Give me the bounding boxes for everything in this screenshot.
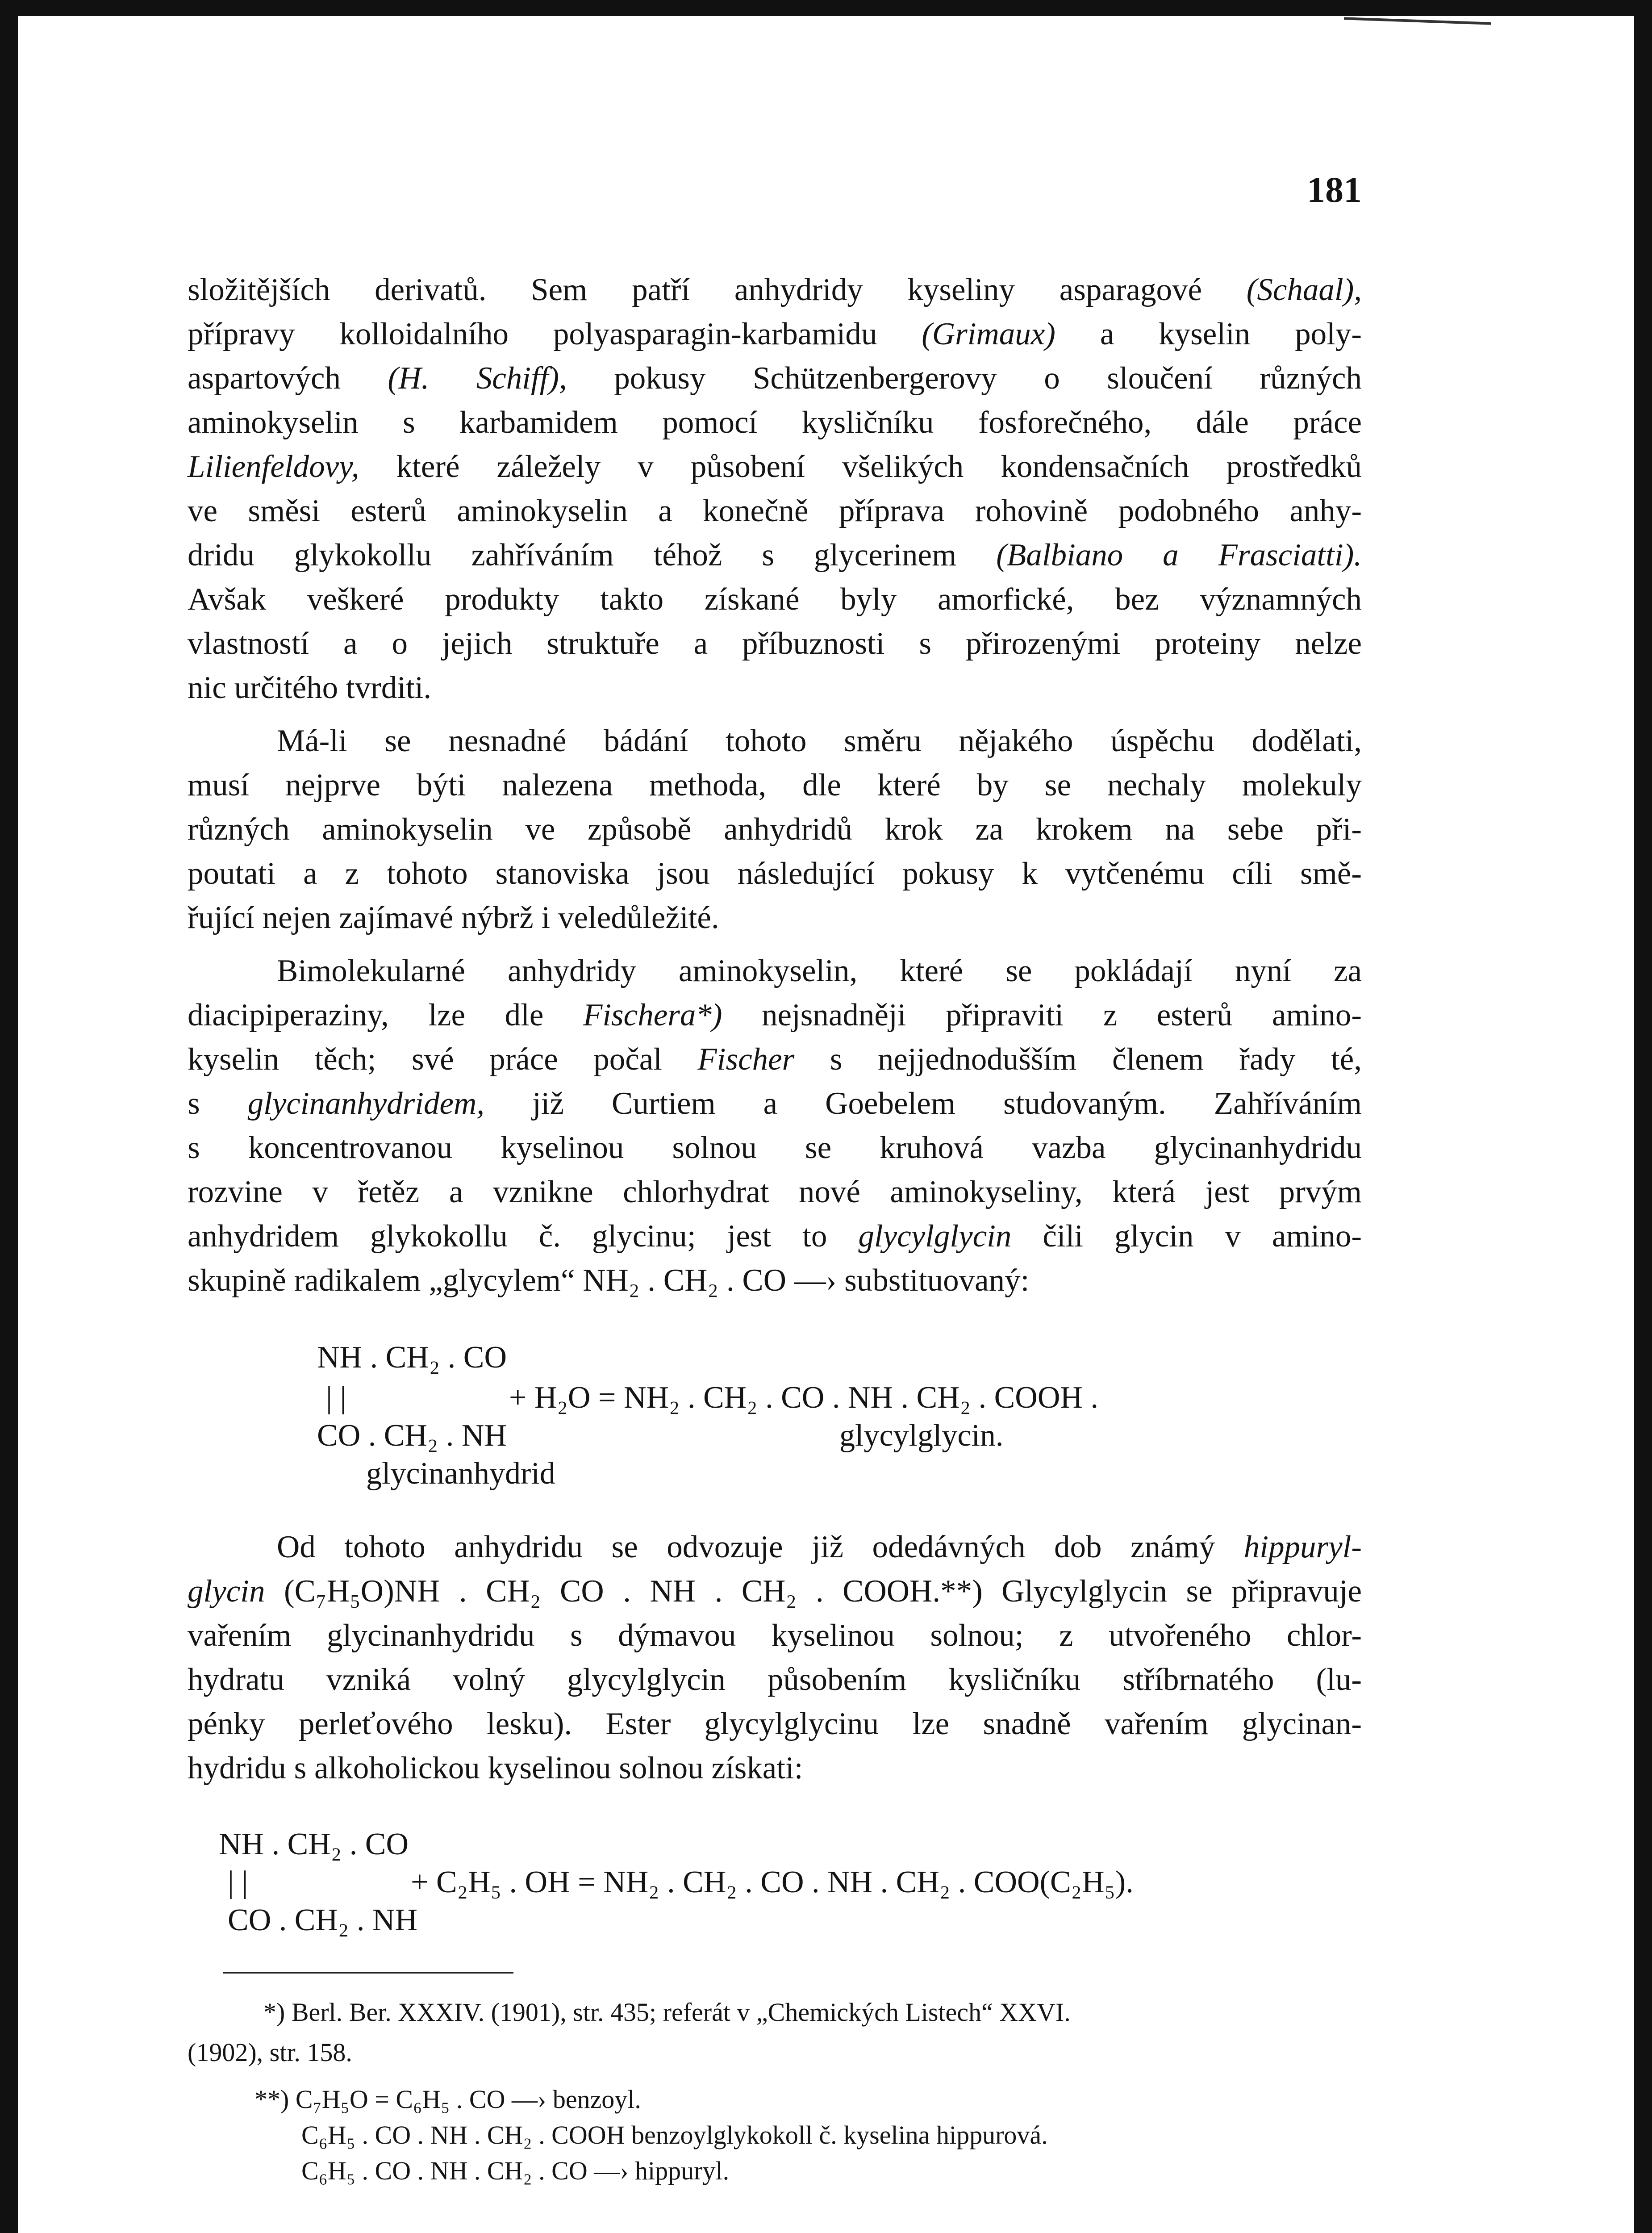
text-line: s koncentrovanou kyselinou solnou se kruhová vazba glycinanhydridu: [188, 1130, 1362, 1165]
page-number: 181: [1307, 169, 1362, 210]
text-line: přípravy kolloidalního polyasparagin-karbamidu (Grimaux) a kyselin poly-: [188, 317, 1362, 351]
text-line: diacipiperaziny, lze dle Fischera*) nejsnadněji připraviti z esterů amino-: [188, 998, 1362, 1033]
text-line: vlastností a o jejich struktuře a příbuznosti s přirozenými proteiny nelze: [188, 626, 1362, 661]
text-line: vařením glycinanhydridu s dýmavou kyselinou solnou; z utvořeného chlor-: [188, 1618, 1362, 1653]
text-line: kyselin těch; své práce počal Fischer s nejjednodušším členem řady té,: [188, 1042, 1362, 1077]
equation-1-reactant-name: glycinanhydrid: [366, 1456, 555, 1491]
footnote-2-line2: C₆H₅ . CO . NH . CH₂ . COOH benzoylglykokoll č. kyselina hippurová.: [301, 2120, 1048, 2149]
equation-2-reaction: + C₂H₅ . OH = NH₂ . CH₂ . CO . NH . CH₂ . COO(C₂H₅).: [411, 1865, 1134, 1899]
text-line: nic určitého tvrditi.: [188, 670, 432, 705]
equation-2-bottom: CO . CH₂ . NH: [228, 1903, 417, 1937]
text-line: musí nejprve býti nalezena methoda, dle které by se nechaly molekuly: [188, 768, 1362, 803]
text-line: Bimolekularné anhydridy aminokyselin, které se pokládají nyní za: [277, 953, 1362, 988]
paragraph-4: [188, 1525, 1362, 1790]
equation-1-bottom: CO . CH₂ . NH: [317, 1418, 507, 1453]
text-line: aspartových (H. Schiff), pokusy Schützenbergerovy o sloučení různých: [188, 361, 1362, 396]
equation-1-top: NH . CH₂ . CO: [317, 1340, 507, 1375]
footnote-1: *) Berl. Ber. XXXIV. (1901), str. 435; referát v „Chemických Listech“ XXVI.: [263, 1998, 1071, 2027]
text-line: složitějších derivatů. Sem patří anhydridy kyseliny asparagové (Schaal),: [188, 272, 1362, 307]
footnote-2: **) C₇H₅O = C₆H₅ . CO —› benzoyl.: [254, 2085, 641, 2114]
text-line: Lilienfeldovy, které záležely v působení všelikých kondensačních prostředků: [188, 449, 1362, 484]
text-line: řující nejen zajímavé nýbrž i veledůležité.: [188, 900, 719, 935]
text-line: aminokyselin s karbamidem pomocí kysličníku fosforečného, dále práce: [188, 405, 1362, 440]
text-line: s glycinanhydridem, již Curtiem a Goebelem studovaným. Zahříváním: [188, 1086, 1362, 1121]
text-line: skupině radikalem „glycylem“ NH₂ . CH₂ . CO —› substituovaný:: [188, 1263, 1030, 1298]
text-line: poutati a z tohoto stanoviska jsou následující pokusy k vytčenému cíli smě-: [188, 856, 1362, 891]
text-line: ve směsi esterů aminokyselin a konečně příprava rohovině podobného anhy-: [188, 493, 1362, 528]
text-line: pénky perleťového lesku). Ester glycylglycinu lze snadně vařením glycinan-: [188, 1706, 1362, 1741]
text-line: hydratu vzniká volný glycylglycin působením kysličníku stříbrnatého (lu-: [188, 1662, 1362, 1697]
scan-border-left: [0, 0, 18, 2233]
footnote-rule: [223, 1972, 513, 1974]
text-line: různých aminokyselin ve způsobě anhydridů krok za krokem na sebe při-: [188, 812, 1362, 847]
text-line: rozvine v řetěz a vznikne chlorhydrat nové aminokyseliny, která jest prvým: [188, 1175, 1362, 1209]
equation-2-top: NH . CH₂ . CO: [219, 1827, 409, 1861]
footnote-2-line3: C₆H₅ . CO . NH . CH₂ . CO —› hippuryl.: [301, 2156, 730, 2185]
paragraph-3: [188, 949, 1362, 1303]
equation-1-bonds: | |: [326, 1380, 346, 1415]
text-line: dridu glykokollu zahříváním téhož s glycerinem (Balbiano a Frasciatti).: [188, 538, 1362, 573]
equation-2-bonds: | |: [228, 1865, 248, 1899]
text-line: anhydridem glykokollu č. glycinu; jest to glycylglycin čili glycin v amino-: [188, 1219, 1362, 1254]
equation-1-product-name: glycylglycin.: [839, 1418, 1004, 1453]
paragraph-1: [188, 268, 1362, 710]
text-line: glycin (C₇H₅O)NH . CH₂ CO . NH . CH₂ . COOH.**) Glycylglycin se připravuje: [188, 1574, 1362, 1609]
equation-1-reaction: + H₂O = NH₂ . CH₂ . CO . NH . CH₂ . COOH .: [509, 1380, 1098, 1415]
scan-border-right: [1634, 0, 1652, 2233]
scan-mark: [1344, 17, 1491, 25]
paragraph-2: [188, 719, 1362, 940]
text-line: Avšak veškeré produkty takto získané byly amorfické, bez významných: [188, 582, 1362, 617]
footnote-1-cont: (1902), str. 158.: [188, 2038, 352, 2067]
text-line: Má-li se nesnadné bádání tohoto směru nějakého úspěchu dodělati,: [277, 723, 1362, 758]
text-line: Od tohoto anhydridu se odvozuje již odedávných dob známý hippuryl-: [277, 1530, 1362, 1564]
text-line: hydridu s alkoholickou kyselinou solnou získati:: [188, 1751, 803, 1786]
scan-border-top: [18, 0, 1652, 16]
